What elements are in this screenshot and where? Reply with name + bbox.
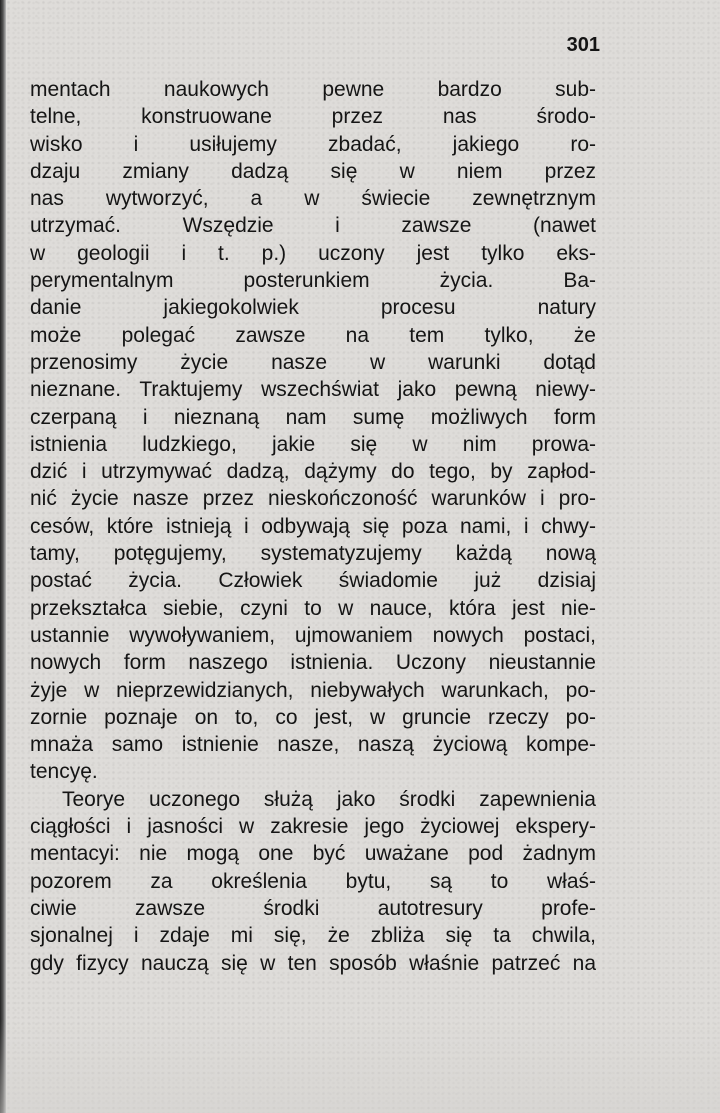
text-line: w geologii i t. p.) uczony jest tylko eks- <box>30 241 596 265</box>
text-line: mentach naukowych pewne bardzo sub- <box>30 78 596 101</box>
page-number: 301 <box>566 34 600 56</box>
text-line: dzaju zmiany dadzą się w niem przez <box>30 159 596 183</box>
text-line: tencyę. <box>30 760 98 784</box>
paragraph-start-line: Teorye uczonego służą jako środki zapewnienia <box>62 787 596 811</box>
text-line: nowych form naszego istnienia. Uczony nieustannie <box>30 651 596 675</box>
text-line: telne, konstruowane przez nas środo- <box>30 105 596 129</box>
text-line: utrzymać. Wszędzie i zawsze (nawet <box>30 214 596 238</box>
text-line: wisko i usiłujemy zbadać, jakiego ro- <box>30 132 596 156</box>
text-line: przekształca siebie, czyni to w nauce, która jest nie- <box>30 596 596 620</box>
book-spine-shadow <box>0 0 6 1113</box>
text-line: nić życie nasze przez nieskończoność warunków i pro- <box>30 487 596 511</box>
text-line: żyje w nieprzewidzianych, niebywałych warunkach, po- <box>30 678 596 702</box>
text-line: czerpaną i nieznaną nam sumę możliwych form <box>30 405 596 429</box>
text-line: przenosimy życie nasze w warunki dotąd <box>30 350 596 374</box>
text-line: istnienia ludzkiego, jakie się w nim prowa- <box>30 432 596 456</box>
text-line: tamy, potęgujemy, systematyzujemy każdą nową <box>30 542 596 566</box>
text-line: może polegać zawsze na tem tylko, że <box>30 323 596 347</box>
text-line: gdy fizycy nauczą się w ten sposób właśnie patrzeć na <box>30 951 596 975</box>
text-line: dzić i utrzymywać dadzą, dążymy do tego, by zapłod- <box>30 460 596 484</box>
text-line: pozorem za określenia bytu, są to właś- <box>30 869 596 893</box>
text-line: ciwie zawsze środki autotresury profe- <box>30 896 596 920</box>
text-line: perymentalnym posterunkiem życia. Ba- <box>30 269 596 293</box>
page-bottom-shade <box>0 1020 720 1113</box>
text-line: mentacyi: nie mogą one być uważane pod żadnym <box>30 842 596 866</box>
text-line: postać życia. Człowiek świadomie już dzisiaj <box>30 569 596 593</box>
text-line: mnaża samo istnienie nasze, naszą życiową kompe- <box>30 733 596 757</box>
text-line: nas wytworzyć, a w świecie zewnętrznym <box>30 187 596 211</box>
text-line: ustannie wywoływaniem, ujmowaniem nowych postaci, <box>30 623 596 647</box>
text-line: nieznane. Traktujemy wszechświat jako pewną niewy- <box>30 378 596 402</box>
text-line: sjonalnej i zdaje mi się, że zbliża się ta chwila, <box>30 924 596 948</box>
text-line: cesów, które istnieją i odbywają się poza nami, i chwy- <box>30 514 596 538</box>
text-line: zornie poznaje on to, co jest, w gruncie rzeczy po- <box>30 705 596 729</box>
text-line: danie jakiegokolwiek procesu natury <box>30 296 596 320</box>
text-line: ciągłości i jasności w zakresie jego życiowej ekspery- <box>30 815 596 839</box>
body-text <box>30 76 596 977</box>
